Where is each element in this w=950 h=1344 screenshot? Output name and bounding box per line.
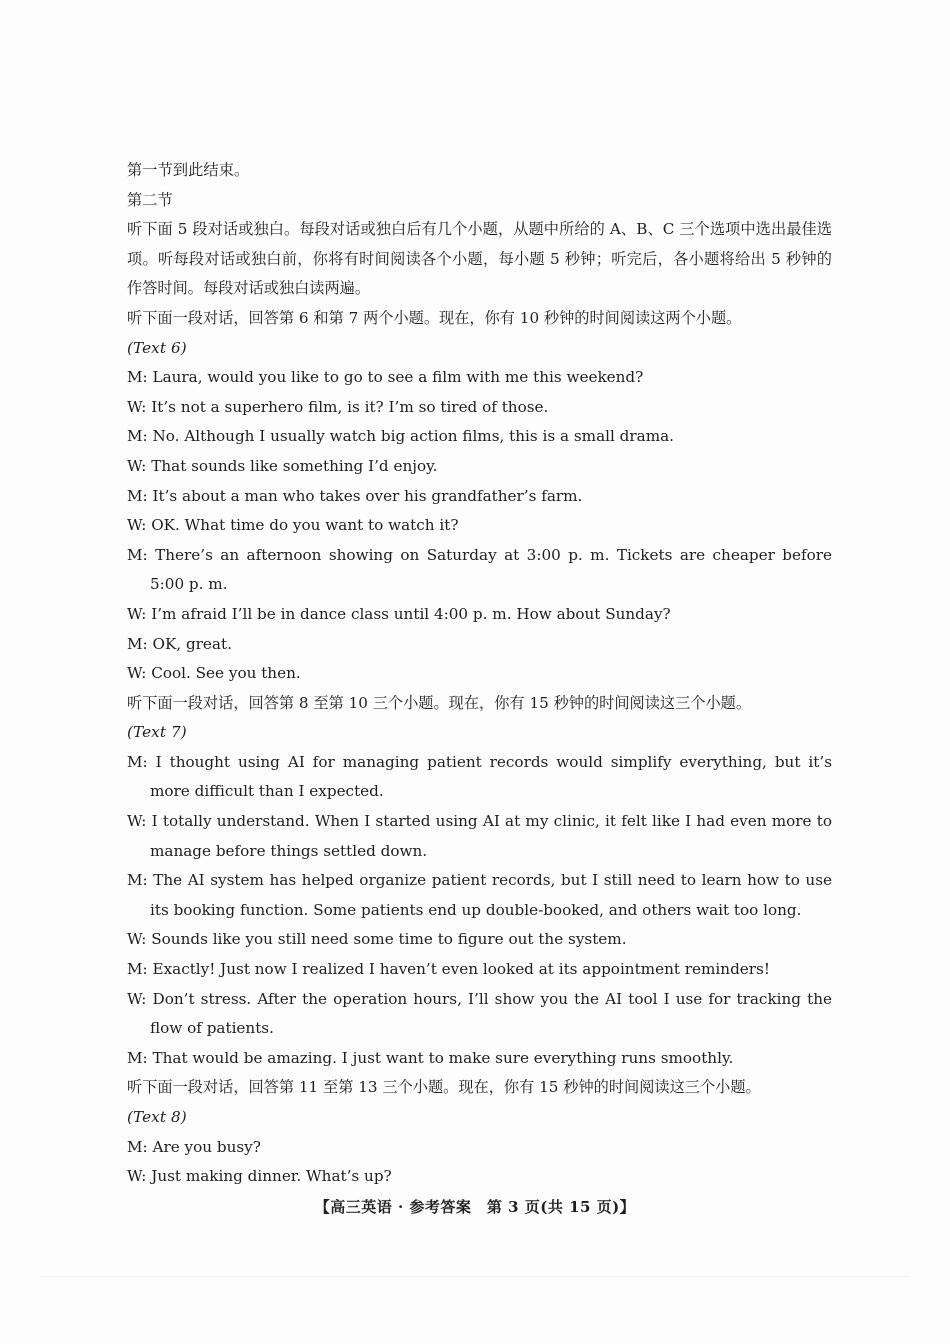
text8-label: (Text 8) <box>127 1108 187 1126</box>
dialogue-line: W: Don’t stress. After the operation hours, I’ll show you the AI tool I use for tracking the flow of patients. <box>127 989 832 1038</box>
dialogue-line: M: There’s an afternoon showing on Saturday at 3:00 p. m. Tickets are cheaper before 5:00 p. m. <box>127 545 832 594</box>
dialogue-line: M: It’s about a man who takes over his grandfather’s farm. <box>127 486 583 505</box>
dialogue-line: M: OK, great. <box>127 634 232 653</box>
section-two-instructions: 听下面 5 段对话或独白。每段对话或独白后有几个小题，从题中所给的 A、B、C 三个选项中选出最佳选项。听每段对话或独白前，你将有时间阅读各个小题，每小题 5 秒钟；听完后，各小题将给出 5 秒钟的作答时间。每段对话或独白读两遍。 <box>127 220 832 298</box>
dialogue-line: W: I totally understand. When I started using AI at my clinic, it felt like I had even more to manage before things settled down. <box>127 812 832 860</box>
section-two-heading: 第二节 <box>127 190 173 209</box>
dialogue-line: M: Laura, would you like to go to see a film with me this weekend? <box>127 368 644 387</box>
dialogue-line: W: Just making dinner. What’s up? <box>127 1167 392 1186</box>
text6-instruction: 听下面一段对话，回答第 6 和第 7 两个小题。现在，你有 10 秒钟的时间阅读这两个小题。 <box>127 308 742 327</box>
footer-divider <box>40 1276 910 1277</box>
dialogue-line: M: I thought using AI for managing patient records would simplify everything, but it’s more difficult than I expected. <box>127 752 832 801</box>
dialogue-line: W: That sounds like something I’d enjoy. <box>127 456 438 475</box>
dialogue-line: M: Exactly! Just now I realized I haven’t even looked at its appointment reminders! <box>127 960 770 979</box>
section-end-note: 第一节到此结束。 <box>127 161 250 179</box>
text6-label: (Text 6) <box>127 338 187 357</box>
dialogue-line: M: No. Although I usually watch big action films, this is a small drama. <box>127 427 674 446</box>
dialogue-line: W: OK. What time do you want to watch it? <box>127 516 459 535</box>
dialogue-line: W: Cool. See you then. <box>127 664 301 683</box>
dialogue-line: M: Are you busy? <box>127 1137 261 1156</box>
page-footer: 【高三英语 · 参考答案 第 3 页(共 15 页)】 <box>314 1198 636 1216</box>
text7-label: (Text 7) <box>127 723 187 742</box>
text7-instruction: 听下面一段对话，回答第 8 至第 10 三个小题。现在，你有 15 秒钟的时间阅读这三个小题。 <box>127 693 752 712</box>
text8-instruction: 听下面一段对话，回答第 11 至第 13 三个小题。现在，你有 15 秒钟的时间阅读这三个小题。 <box>127 1078 761 1097</box>
page-content <box>127 156 832 1192</box>
dialogue-line: M: That would be amazing. I just want to make sure everything runs smoothly. <box>127 1048 734 1067</box>
dialogue-line: W: I’m afraid I’ll be in dance class until 4:00 p. m. How about Sunday? <box>127 604 671 623</box>
dialogue-line: W: Sounds like you still need some time to figure out the system. <box>127 930 627 949</box>
dialogue-line: W: It’s not a superhero film, is it? I’m so tired of those. <box>127 397 549 416</box>
dialogue-line: M: The AI system has helped organize patient records, but I still need to learn how to use its booking function. Some patients end up double-booked, and others wait too long. <box>127 871 832 919</box>
